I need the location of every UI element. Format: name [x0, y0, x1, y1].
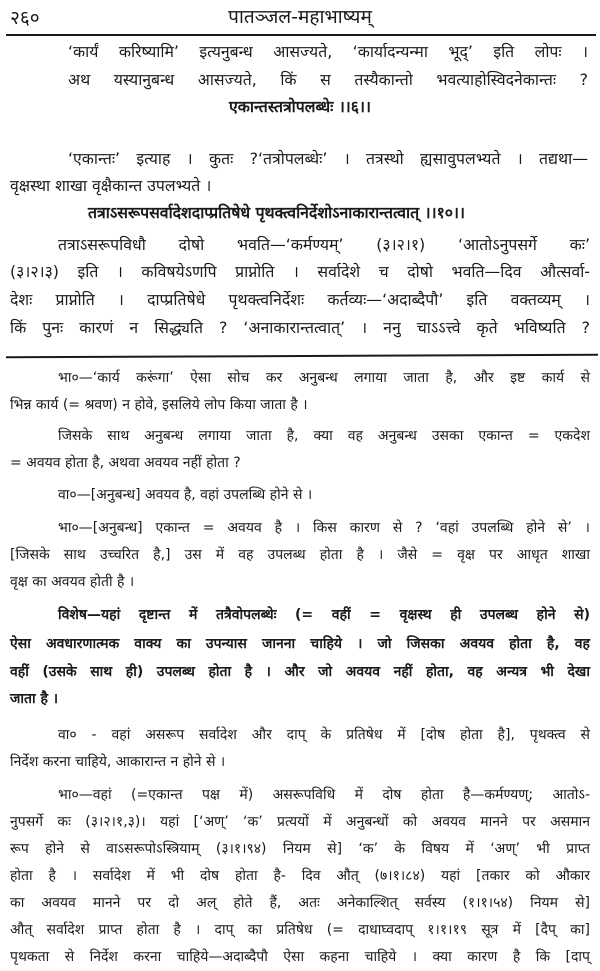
hindi-line: होता है । सर्वादेश में भी दोष होता है- दिव औत् (७।१।८४) यहां [तकार को औकार — [10, 868, 590, 884]
header-rule — [6, 34, 596, 36]
hindi-line: रूप होने से वाऽसरूपोऽस्त्रियाम् (३।१।९४) नियम से] ‘क’ के विषय में ‘अण्’ भी प्राप्त — [10, 841, 590, 857]
hindi-line: वा०—[अनुबन्ध] अवयव है, वहां उपलब्धि होने से । — [58, 487, 313, 503]
varttika-heading: एकान्तस्तत्रोपलब्धेः ।।६।। — [228, 97, 371, 116]
note-line: वहीं (उसके साथ ही) उपलब्ध होता है । और जो अवयव नहीं होता, वह अन्यत्र भी देखा — [10, 664, 590, 680]
hindi-line: पृथकता से निर्देश करना चाहिये—अदाब्दैपौ ऐसा कहना चाहिये । क्या कारण है कि [दाप् — [10, 949, 590, 965]
sanskrit-line: ‘कार्यं करिष्यामि’ इत्यनुबन्ध आसज्यते, ‘कार्यादन्यन्मा भूद्’ इति लोपः । — [68, 42, 588, 61]
hindi-line: भिन्न कार्य (= श्रवण) न होवे, इसलिये लोप किया जाता है । — [10, 397, 308, 413]
hindi-line: भा०—‘कार्य करूंगा’ ऐसा सोच कर अनुबन्ध लगाया जाता है, और इष्ट कार्य से — [58, 370, 590, 386]
sanskrit-line: तत्राऽसरूपविधौ दोषो भवति—‘कर्मण्यम्’ (३।२।१) ‘आतोऽनुपसर्गे कः’ — [58, 235, 590, 254]
sanskrit-line: देशः प्राप्नोति । दाप्प्रतिषेधे पृथक्त्वनिर्देशः कर्तव्यः—‘अदाब्दैपौ’ इति वक्तव्यम् । — [10, 290, 590, 309]
note-line: ऐसा अवधारणात्मक वाक्य का उपन्यास जानना चाहिये । जो जिसका अवयव होता है, वह — [10, 636, 590, 652]
sanskrit-line: अथ यस्यानुबन्ध आसज्यते, किं स तस्यैकान्तो भवत्याहोस्विदनेकान्तः ? — [68, 70, 588, 89]
sanskrit-line: ‘एकान्तः’ इत्याह । कुतः ?‘तत्रोपलब्धेः’ । तत्रस्थो ह्यसावुपलभ्यते । तद्यथा— — [68, 149, 588, 168]
hindi-line: [जिसके साथ उच्चरित है,] उस में वह उपलब्ध होता है । जैसे = वृक्ष पर आधृत शाखा — [10, 547, 590, 563]
hindi-line: = अवयव होता है, अथवा अवयव नहीं होता ? — [10, 455, 241, 471]
section-divider — [6, 354, 598, 359]
hindi-line: का अवयव मानने पर दो अल् होते हैं, अतः अनेकाल्शित् सर्वस्य (१।१।५४) नियम से] — [10, 895, 590, 911]
hindi-line: नुपसर्गे कः (३।२।१,३)। यहां [‘अण्’ ‘क’ प्रत्ययों में अनुबन्धों को अवयव मानने पर असमान — [10, 814, 590, 830]
page-header — [0, 0, 600, 34]
hindi-line: भा०—वहां (=एकान्त पक्ष में) असरूपविधि में दोष होता है—कर्मण्यण्; आतोऽ- — [58, 787, 590, 803]
note-line: जाता है । — [10, 691, 59, 707]
sanskrit-line: किं पुनः कारणं न सिद्ध्यति ? ‘अनाकारान्तत्वात्’ । ननु चाऽऽत्त्वे कृते भविष्यति ? — [10, 318, 590, 337]
sanskrit-line: वृक्षस्था शाखा वृक्षैकान्त उपलभ्यते । — [10, 176, 212, 195]
hindi-line: वा० - वहां असरूप सर्वादेश और दाप् के प्रतिषेध में [दोष होता है], पृथक्त्व से — [58, 727, 590, 743]
running-title: पातञ्जल-महाभाष्यम् — [228, 6, 372, 28]
page-number: २६० — [10, 7, 40, 29]
hindi-line: वृक्ष का अवयव होती है । — [10, 574, 135, 590]
hindi-line: निर्देश करना चाहिये, आकारान्त न होने से । — [10, 754, 226, 770]
hindi-line: औत् सर्वादेश प्राप्त होता है । दाप् का प्रतिषेध (= दाधाघ्वदाप् १।१।१९ सूत्र में [दैप् का] — [10, 922, 590, 938]
note-line: विशेष—यहां दृष्टान्त में तत्रैवोपलब्धेः (= वहीं = वृक्षस्थ ही उपलब्ध होने से) — [58, 607, 590, 623]
hindi-line: जिसके साथ अनुबन्ध लगाया जाता है, क्या वह अनुबन्ध उसका एकान्त = एकदेश — [58, 428, 590, 444]
sanskrit-line: (३।२।३) इति । कविषयेऽणपि प्राप्नोति । सर्वादेशे च दोषो भवति—दिव औत्सर्वा- — [10, 262, 590, 281]
varttika-heading: तत्राऽसरूपसर्वादेशदाप्प्रतिषेधे पृथक्त्वनिर्देशोऽनाकारान्तत्वात् ।।१०।। — [88, 203, 465, 222]
hindi-line: भा०—[अनुबन्ध] एकान्त = अवयव है । किस कारण से ? ‘वहां उपलब्धि होने से’ । — [58, 520, 590, 536]
